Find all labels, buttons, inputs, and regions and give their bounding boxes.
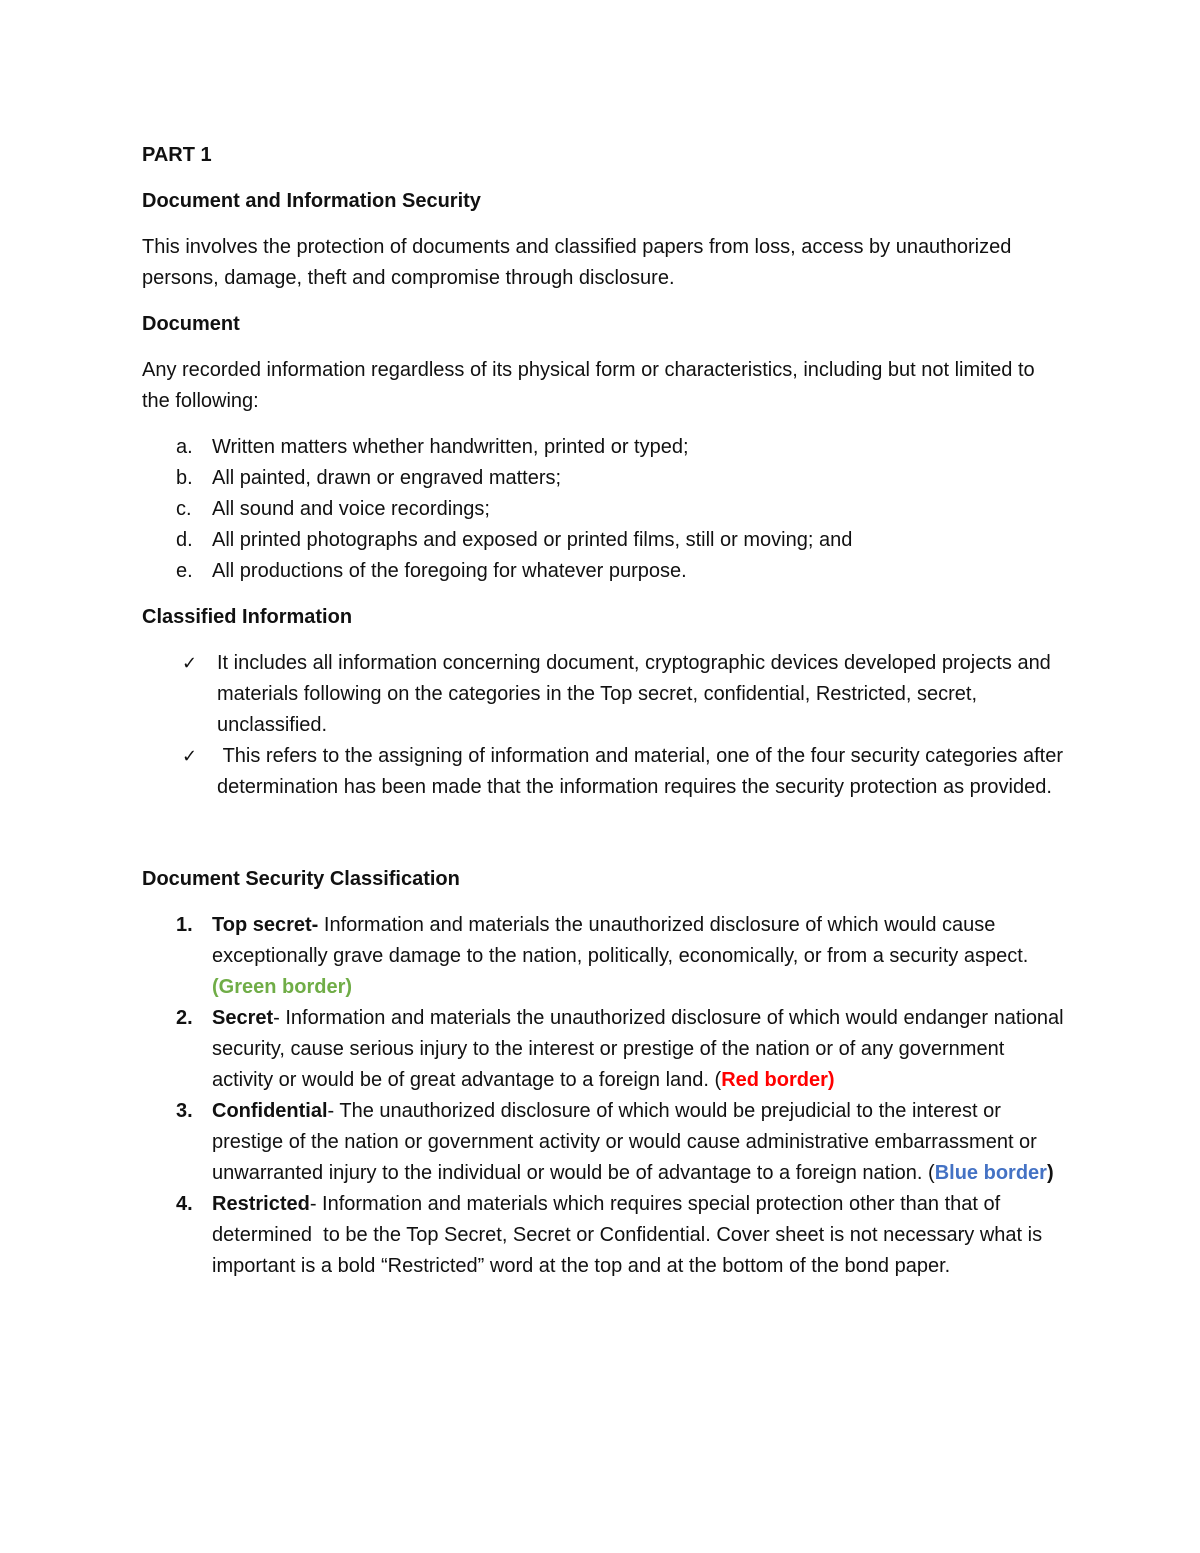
classified-information-list bbox=[142, 648, 1067, 803]
list-marker: 1. bbox=[176, 914, 193, 936]
list-marker: e. bbox=[176, 560, 193, 582]
heading-document-information-security: Document and Information Security bbox=[142, 190, 481, 212]
border-note-blue: Blue border bbox=[934, 1162, 1047, 1184]
list-marker: b. bbox=[176, 467, 193, 489]
list-marker: a. bbox=[176, 436, 193, 458]
classification-description: - Information and materials the unauthorized disclosure of which would endanger national security, cause serious injury to the interest or prestige of the nation or of any government activity or would be of great advantage to a foreign land. bbox=[212, 1007, 1070, 1091]
part-title: PART 1 bbox=[142, 144, 212, 166]
classification-term: Confidential bbox=[212, 1100, 328, 1122]
list-item bbox=[142, 1096, 1067, 1189]
classification-term: Top secret- bbox=[212, 914, 319, 936]
document-page bbox=[142, 140, 1070, 1282]
list-item-text: Written matters whether handwritten, printed or typed; bbox=[212, 436, 689, 458]
list-item bbox=[142, 1189, 1067, 1282]
heading-document-security-classification: Document Security Classification bbox=[142, 868, 460, 890]
heading-classified-information: Classified Information bbox=[142, 606, 353, 628]
note-open-paren: ( bbox=[928, 1162, 935, 1184]
list-marker: c. bbox=[176, 498, 192, 520]
classification-description: - The unauthorized disclosure of which would be prejudicial to the interest or prestige of the nation or government activity or would cause administrative embarrassment or unwarranted injury to the individual or would be of advantage to a foreign nation. bbox=[212, 1100, 1043, 1184]
list-item-text: It includes all information concerning document, cryptographic devices developed projects and materials following on the categories in the Top secret, confidential, Restricted, secret, unclassified. bbox=[217, 652, 1051, 736]
classification-term: Secret bbox=[212, 1007, 274, 1029]
list-item bbox=[142, 648, 1067, 741]
list-item bbox=[142, 1003, 1070, 1096]
list-item-text: All sound and voice recordings; bbox=[212, 498, 490, 520]
list-marker: d. bbox=[176, 529, 193, 551]
list-item bbox=[142, 525, 1067, 556]
list-item bbox=[142, 741, 1067, 803]
list-item-text: All productions of the foregoing for whatever purpose. bbox=[212, 560, 687, 582]
checkmark-icon: ✓ bbox=[182, 746, 198, 767]
list-marker: 2. bbox=[176, 1007, 193, 1029]
classification-description: - Information and materials which requires special protection other than that of determined to be the Top Secret, Secret or Confidential. Cover sheet is not necessary what is important is a bold “Restricted” word at the top and at the bottom of the bond paper. bbox=[212, 1193, 1048, 1277]
list-item bbox=[142, 432, 1067, 463]
paragraph-document-information-security: This involves the protection of documents and classified papers from loss, access by unauthorized persons, damage, theft and compromise through disclosure. bbox=[142, 236, 1012, 289]
document-types-list bbox=[142, 432, 1067, 587]
list-item-text: All printed photographs and exposed or printed films, still or moving; and bbox=[212, 529, 853, 551]
checkmark-icon: ✓ bbox=[182, 653, 198, 674]
paragraph-document-definition: Any recorded information regardless of its physical form or characteristics, including but not limited to the following: bbox=[142, 359, 1035, 412]
classification-term: Restricted bbox=[212, 1193, 310, 1215]
classification-list bbox=[142, 910, 1070, 1282]
note-open-paren: ( bbox=[714, 1069, 722, 1091]
list-item bbox=[142, 556, 1067, 587]
list-item bbox=[142, 494, 1067, 525]
heading-document: Document bbox=[142, 313, 240, 335]
note-close-paren: ) bbox=[827, 1069, 835, 1091]
list-item-text: This refers to the assigning of information and material, one of the four security categories after determination has been made that the information requires the security protection as provided. bbox=[217, 745, 1069, 798]
list-marker: 3. bbox=[176, 1100, 193, 1122]
border-note-green: (Green border) bbox=[212, 976, 353, 998]
note-close-paren: ) bbox=[1046, 1162, 1054, 1184]
list-item bbox=[142, 910, 1067, 1003]
spacer bbox=[142, 818, 1067, 864]
list-item-text: All painted, drawn or engraved matters; bbox=[212, 467, 562, 489]
list-item bbox=[142, 463, 1067, 494]
border-note-red: Red border bbox=[721, 1069, 828, 1091]
classification-description: Information and materials the unauthorized disclosure of which would cause exceptionally grave damage to the nation, politically, economically, or from a security aspect. bbox=[212, 914, 1034, 967]
list-marker: 4. bbox=[176, 1193, 193, 1215]
